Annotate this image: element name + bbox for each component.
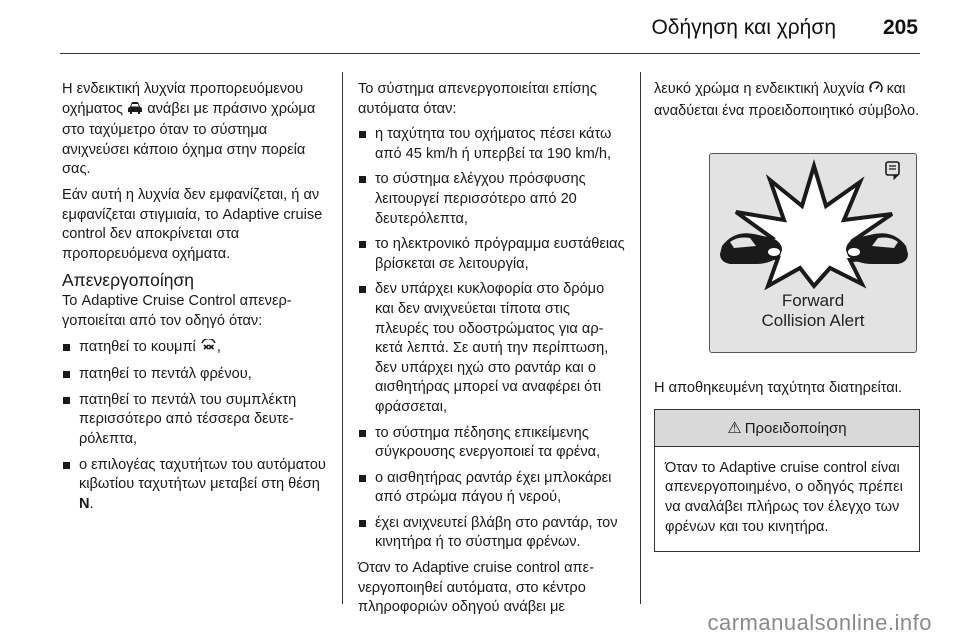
deactivation-list — [62, 338, 332, 515]
list-item: πατηθεί το πεντάλ του συμπλέκτη περισσότερο από τέσσερα δευτερόλεπτα, — [62, 391, 332, 450]
warning-box — [654, 409, 920, 552]
list-item: ο αισθητήρας ραντάρ έχει μπλοκάρει από στρώμα πάγου ή νερού, — [358, 469, 626, 508]
page-header — [60, 0, 920, 54]
section-title: Οδήγηση και χρήση — [651, 16, 836, 39]
cancel-cruise-icon — [200, 339, 217, 360]
gear-position-n: N — [79, 495, 90, 512]
column-left — [62, 80, 332, 520]
list-item: το ηλεκτρονικό πρόγραμμα ευστάθειας βρίσκεται σε λειτουργία, — [358, 235, 626, 274]
list-item: δεν υπάρχει κυκλοφορία στο δρόμο και δεν ανιχνεύεται τίποτα στις πλευρές του οδοστρώματος για αρκετά λεπτά. Σε αυτή την περίπτωση, δεν υπάρχει ηχώ στο ραντάρ και ο αισθητήρας μπορεί να αναφέρει ότι φράσσεται, — [358, 280, 626, 417]
paragraph-indicator-missing: Εάν αυτή η λυχνία δεν εμφανίζεται, ή αν εμφανίζεται στιγμιαία, το Adaptive cruise control δεν αποκρίνεται στα προπορευόμενα οχήματα. — [62, 186, 323, 262]
forward-collision-alert-image — [709, 153, 917, 353]
section-heading-deactivation: Απενεργοποίηση — [62, 270, 195, 291]
warning-icon: ⚠ — [727, 419, 742, 437]
paragraph-auto-deactivation-outro: Όταν το Adaptive cruise control απενεργοποιηθεί αυτόματα, στο κέντρο πληροφοριών οδηγού ανάβει με — [358, 560, 594, 616]
paragraph-indicator: Η ενδεικτική λυχνία προπορευόμενου οχήματος ανάβει με πράσινο χρώμα στο ταχύμετρο όταν το σύστημα ανιχνεύσει κάποιο όχημα στην πορεία σας. — [62, 81, 316, 178]
column-divider — [640, 72, 641, 604]
column-middle — [358, 80, 626, 624]
watermark: carmanualsonline.info — [707, 610, 932, 635]
list-item: πατηθεί το κουμπί , — [62, 338, 332, 360]
cruise-control-icon — [869, 81, 883, 102]
paragraph-stored-speed: Η αποθηκευμένη ταχύτητα διατηρείται. — [654, 380, 903, 397]
auto-deactivation-list — [358, 125, 626, 553]
column-right — [654, 80, 924, 552]
warning-title: Προειδοποίηση — [744, 419, 847, 437]
paragraph-deactivation-intro: Το Adaptive Cruise Control απενεργοποιείται από τον οδηγό όταν: — [62, 293, 292, 329]
vehicle-ahead-icon — [127, 101, 143, 122]
column-divider — [342, 72, 343, 604]
list-item: ο επιλογέας ταχυτήτων του αυτόματου κιβωτίου ταχυτήτων μεταβεί στη θέση N. — [62, 456, 332, 515]
list-item: πατηθεί το πεντάλ φρένου, — [62, 365, 332, 385]
image-caption-line1: Forward — [781, 291, 845, 311]
list-item: το σύστημα πέδησης επικείμενης σύγκρουσης ενεργοποιεί τα φρένα, — [358, 424, 626, 463]
list-item: το σύστημα ελέγχου πρόσφυσης λειτουργεί περισσότερο από 20 δευτερόλεπτα, — [358, 170, 626, 229]
paragraph-white-indicator: λευκό χρώμα η ενδεικτική λυχνία και αναδύεται ένα προειδοποιητικό σύμβολο. — [654, 81, 920, 119]
warning-header — [655, 410, 919, 447]
page-number: 205 — [882, 16, 918, 39]
image-caption-line2: Collision Alert — [761, 311, 865, 331]
list-item: έχει ανιχνευτεί βλάβη στο ραντάρ, τον κινητήρα ή το σύστημα φρένων. — [358, 514, 626, 553]
list-item: η ταχύτητα του οχήματος πέσει κάτω από 45 km/h ή υπερβεί τα 190 km/h, — [358, 125, 626, 164]
warning-text: Όταν το Adaptive cruise control είναι απενεργοποιημένο, ο οδηγός πρέπει να αναλάβει πλήρως τον έλεγχο των φρένων και του κινητήρα. — [665, 459, 903, 535]
paragraph-auto-deactivation-intro: Το σύστημα απενεργοποιείται επίσης αυτόματα όταν: — [358, 81, 597, 117]
